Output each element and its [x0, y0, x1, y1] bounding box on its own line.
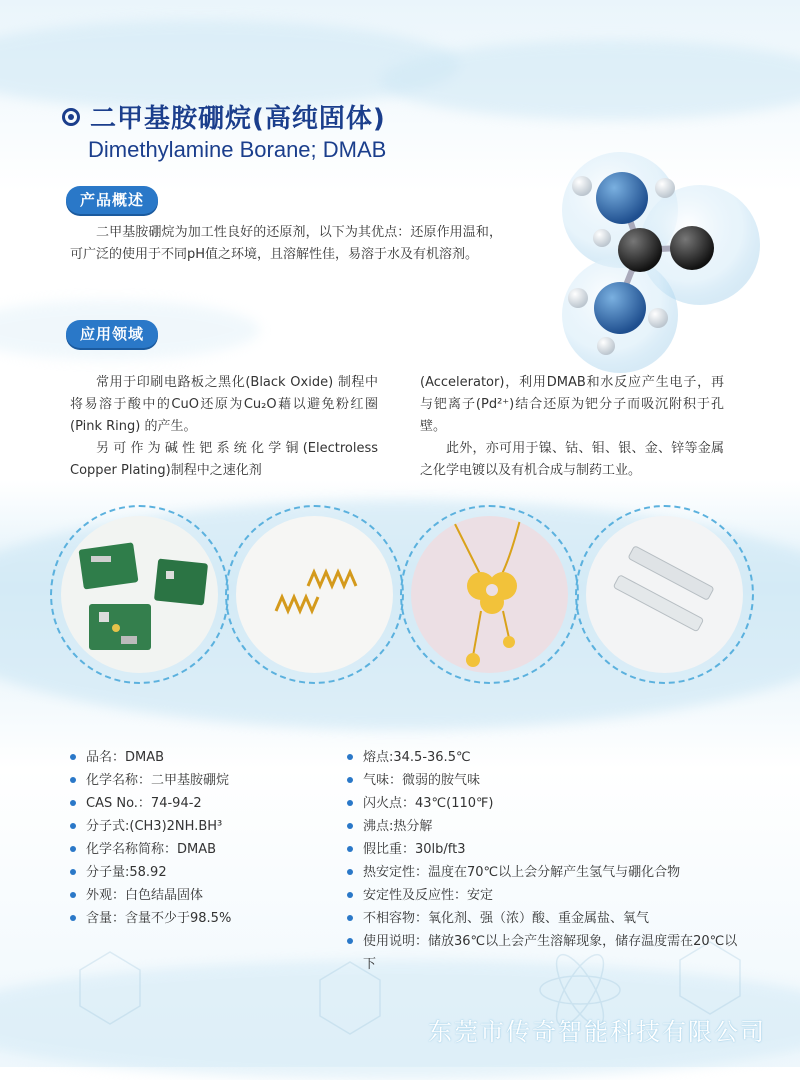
- image-gold-necklace: [400, 505, 579, 684]
- bullet-icon: [347, 846, 353, 852]
- properties-left-list: [70, 746, 330, 930]
- section-badge-overview: 产品概述: [66, 186, 158, 214]
- bullet-icon: [70, 823, 76, 829]
- properties-right-list: [347, 746, 747, 976]
- property-item: 分子式:(CH3)2NH.BH³: [70, 815, 330, 838]
- property-item: 含量：含量不少于98.5%: [70, 907, 330, 930]
- property-item: 不相容物：氧化剂、强（浓）酸、重金属盐、氧气: [347, 907, 747, 930]
- image-gold-springs: [225, 505, 404, 684]
- application-col1-p1: 常用于印刷电路板之黑化(Black Oxide) 制程中将易溶于酸中的CuO还原为Cu₂O藉以避免粉红圈(Pink Ring) 的产生。: [70, 375, 378, 434]
- property-item: 使用说明：储放36℃以上会产生溶解现象，储存温度需在20℃以下: [347, 930, 747, 976]
- title-english: Dimethylamine Borane; DMAB: [88, 137, 387, 162]
- application-column-1: [70, 372, 378, 482]
- bullet-icon: [347, 777, 353, 783]
- application-image-row: [50, 505, 750, 745]
- property-item: 安定性及反应性：安定: [347, 884, 747, 907]
- bullet-icon: [347, 754, 353, 760]
- title-block: [62, 98, 386, 163]
- bullet-icon: [70, 915, 76, 921]
- bullet-icon: [347, 800, 353, 806]
- property-item: 热安定性：温度在70℃以上会分解产生氢气与硼化合物: [347, 861, 747, 884]
- molecule-illustration: [540, 150, 770, 380]
- bullet-icon: [70, 869, 76, 875]
- gold-necklace-illustration: [411, 516, 568, 673]
- bullet-icon: [70, 846, 76, 852]
- property-item: 假比重：30lb/ft3: [347, 838, 747, 861]
- image-circuit-boards: [50, 505, 229, 684]
- property-item: 化学名称简称：DMAB: [70, 838, 330, 861]
- circuit-board-illustration: [61, 516, 218, 673]
- company-footer: 东莞市传奇智能科技有限公司: [428, 1018, 766, 1046]
- bullet-icon: [347, 823, 353, 829]
- application-col2-p1: (Accelerator)，利用DMAB和水反应产生电子，再与钯离子(Pd²⁺)结合还原为钯分子而吸沉附积于孔壁。: [420, 375, 724, 434]
- overview-text: 二甲基胺硼烷为加工性良好的还原剂，以下为其优点：还原作用温和，可广泛的使用于不同pH值之环境，且溶解性佳，易溶于水及有机溶剂。: [70, 225, 502, 262]
- bullet-icon: [347, 869, 353, 875]
- page-title: [62, 98, 386, 135]
- image-plated-connectors: [575, 505, 754, 684]
- property-item: 熔点:34.5-36.5℃: [347, 746, 747, 769]
- property-item: CAS No.：74-94-2: [70, 792, 330, 815]
- gold-spring-illustration: [236, 516, 393, 673]
- bullet-icon: [70, 777, 76, 783]
- property-item: 沸点:热分解: [347, 815, 747, 838]
- property-item: 外观：白色结晶固体: [70, 884, 330, 907]
- title-chinese: 二甲基胺硼烷(高纯固体): [90, 104, 386, 134]
- bullet-icon: [70, 892, 76, 898]
- connector-illustration: [586, 516, 743, 673]
- bullet-icon: [347, 892, 353, 898]
- section-badge-application: 应用领域: [66, 320, 158, 348]
- overview-paragraph: [70, 222, 502, 266]
- bullet-icon: [70, 754, 76, 760]
- property-item: 化学名称：二甲基胺硼烷: [70, 769, 330, 792]
- application-column-2: [420, 372, 724, 482]
- property-item: 闪火点：43℃(110℉): [347, 792, 747, 815]
- property-item: 气味：微弱的胺气味: [347, 769, 747, 792]
- bullet-icon: [347, 915, 353, 921]
- target-icon: [62, 108, 80, 126]
- application-col2-p2: 此外，亦可用于镍、钴、钼、银、金、锌等金属之化学电镀以及有机合成与制药工业。: [420, 441, 724, 478]
- bullet-icon: [70, 800, 76, 806]
- property-item: 分子量:58.92: [70, 861, 330, 884]
- property-item: 品名：DMAB: [70, 746, 330, 769]
- application-col1-p2: 另可作为碱性钯系统化学铜(Electroless Copper Plating)制程中之速化剂: [70, 441, 378, 478]
- bullet-icon: [347, 938, 353, 944]
